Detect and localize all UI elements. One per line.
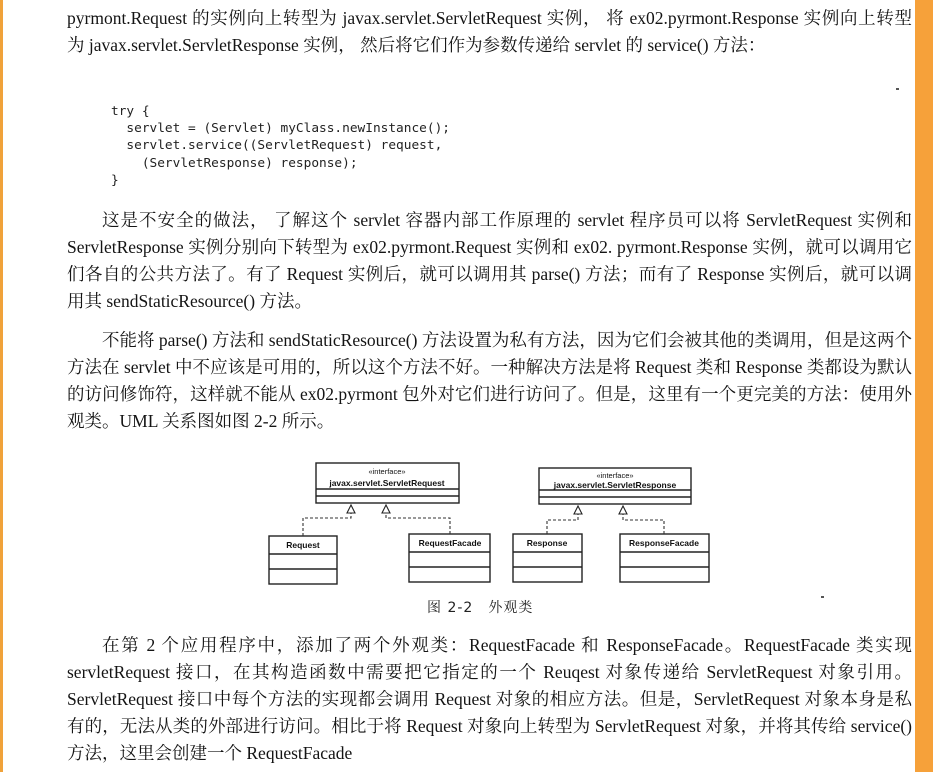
uml-diagram <box>3 458 915 593</box>
code-block <box>111 103 450 189</box>
servlet-response-label: javax.servlet.ServletResponse <box>553 480 677 490</box>
stereotype-label: «interface» <box>596 471 634 480</box>
code-line: (ServletResponse) response); <box>111 155 358 171</box>
realization-arrowhead <box>382 505 390 513</box>
paragraph-unsafe: 这是不安全的做法， 了解这个 servlet 容器内部工作原理的 servlet 程序员可以将 ServletRequest 实例和 ServletResponse 实例分别向下转型为 ex02.pyrmont.Request 实例和 ex02. pyrmont.Response 实例，就可以调用它们各自的公共方法了。有了 Request 实例后，就可以调用其 parse() 方法；而有了 Response 实例后，就可以调用其 sendStaticResource() 方法。 <box>67 210 912 311</box>
code-line: servlet.service((ServletRequest) request, <box>111 138 443 154</box>
code-line: servlet = (Servlet) myClass.newInstance(); <box>111 121 450 137</box>
figure-caption: 图 2-2 外观类 <box>427 600 534 616</box>
response-facade-class-label: ResponseFacade <box>629 538 699 548</box>
request-facade-class-label: RequestFacade <box>418 538 482 548</box>
realization-line <box>303 513 351 536</box>
realization-line <box>386 513 450 534</box>
stereotype-label: «interface» <box>368 467 406 476</box>
response-class-label: Response <box>526 538 568 548</box>
realization-line <box>623 514 664 534</box>
code-line: try { <box>111 104 150 119</box>
paragraph-facade: 在第 2 个应用程序中，添加了两个外观类：RequestFacade 和 ResponseFacade。RequestFacade 类实现 servletRequest 接口，在其构造函数中需要把它指定的一个 Reuqest 对象传递给 ServletRequest 对象引用。ServletRequest 接口中每个方法的实现都会调用 Request 对象的相应方法。但是，ServletRequest 对象本身是私有的，无法从类的外部进行访问。相比于将 Request 对象向上转型为 ServletRequest 对象，并将其传给 service() 方法，这里会创建一个 RequestFacade <box>67 635 912 763</box>
document-page <box>3 0 915 772</box>
page-border-right <box>915 0 933 772</box>
servlet-request-label: javax.servlet.ServletRequest <box>329 478 445 488</box>
request-class-label: Request <box>286 540 320 550</box>
scan-speck <box>821 596 824 598</box>
realization-line <box>547 514 578 534</box>
paragraph-intro: pyrmont.Request 的实例向上转型为 javax.servlet.ServletRequest 实例， 将 ex02.pyrmont.Response 实例向上转型为 javax.servlet.ServletResponse 实例， 然后将它们作为参数传递给 servlet 的 service() 方法： <box>67 8 912 55</box>
scan-speck <box>896 88 899 90</box>
code-line: } <box>111 172 119 188</box>
realization-arrowhead <box>347 505 355 513</box>
paragraph-private: 不能将 parse() 方法和 sendStaticResource() 方法设置为私有方法，因为它们会被其他的类调用，但是这两个方法在 servlet 中不应该是可用的，所以这个方法不好。一种解决方法是将 Request 类和 Response 类都设为默认的访问修饰符，这样就不能从 ex02.pyrmont 包外对它们进行访问了。但是，这里有一个更完美的方法：使用外观类。UML 关系图如图 2-2 所示。 <box>67 330 912 431</box>
realization-arrowhead <box>619 506 627 514</box>
realization-arrowhead <box>574 506 582 514</box>
